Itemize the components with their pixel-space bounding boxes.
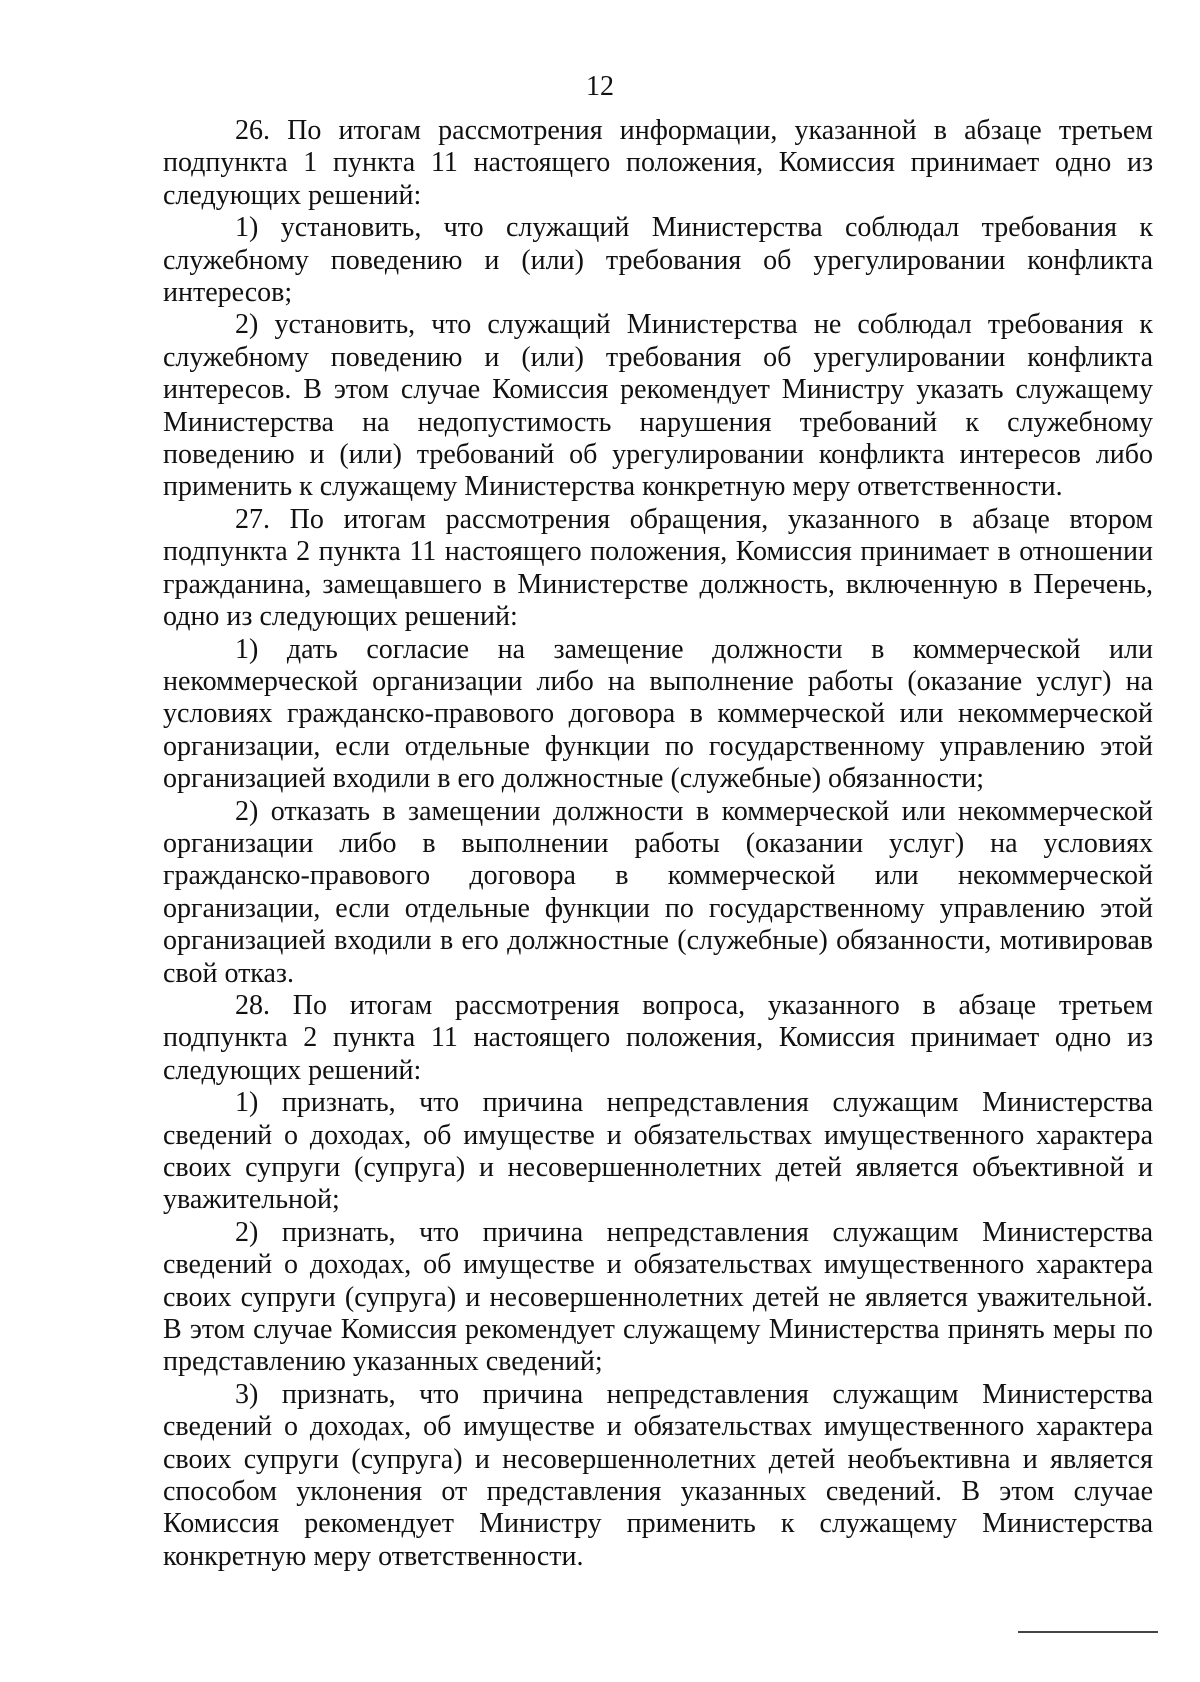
paragraph-28-item-2: 2) признать, что причина непредставления служащим Министерства сведений о доходах, об имуществе и обязательствах имущественного характера своих супруги (супруга) и несовершеннолетних детей не является уважительной. В этом случае Комиссия рекомендует служащему Министерства принять меры по представлению указанных сведений; [163, 1216, 1153, 1378]
paragraph-27-item-1: 1) дать согласие на замещение должности в коммерческой или некоммерческой организации либо на выполнение работы (оказание услуг) на условиях гражданско-правового договора в коммерческой или некоммерческой организации, если отдельные функции по государственному управлению этой организацией входили в его должностные (служебные) обязанности; [163, 633, 1153, 795]
paragraph-28-item-1: 1) признать, что причина непредставления служащим Министерства сведений о доходах, об имуществе и обязательствах имущественного характера своих супруги (супруга) и несовершеннолетних детей является объективной и уважительной; [163, 1087, 1153, 1216]
paragraph-28: 28. По итогам рассмотрения вопроса, указанного в абзаце третьем подпункта 2 пункта 11 настоящего положения, Комиссия принимает одно из следующих решений: [163, 989, 1153, 1086]
document-body [163, 115, 1153, 1573]
page-number: 12 [586, 71, 614, 102]
paragraph-26: 26. По итогам рассмотрения информации, указанной в абзаце третьем подпункта 1 пункта 11 настоящего положения, Комиссия принимает одно из следующих решений: [163, 115, 1153, 211]
paragraph-28-item-3: 3) признать, что причина непредставления служащим Министерства сведений о доходах, об имуществе и обязательствах имущественного характера своих супруги (супруга) и несовершеннолетних детей необъективна и является способом уклонения от представления указанных сведений. В этом случае Комиссия рекомендует Министру применить к служащему Министерства конкретную меру ответственности. [163, 1378, 1153, 1572]
paragraph-27: 27. По итогам рассмотрения обращения, указанного в абзаце втором подпункта 2 пункта 11 настоящего положения, Комиссия принимает в отношении гражданина, замещавшего в Министерстве должность, включенную в Перечень, одно из следующих решений: [163, 503, 1153, 633]
paragraph-27-item-2: 2) отказать в замещении должности в коммерческой или некоммерческой организации либо в выполнении работы (оказании услуг) на условиях гражданско-правового договора в коммерческой или некоммерческой организации, если отдельные функции по государственному управлению этой организацией входили в его должностные (служебные) обязанности, мотивировав свой отказ. [163, 795, 1153, 989]
footer-rule [1018, 1631, 1158, 1633]
paragraph-26-item-1: 1) установить, что служащий Министерства соблюдал требования к служебному поведению и (или) требования об урегулировании конфликта интересов; [163, 212, 1153, 309]
paragraph-26-item-2: 2) установить, что служащий Министерства не соблюдал требования к служебному поведению и (или) требования об урегулировании конфликта интересов. В этом случае Комиссия рекомендует Министру указать служащему Министерства на недопустимость нарушения требований к служебному поведению и (или) требований об урегулировании конфликта интересов либо применить к служащему Министерства конкретную меру ответственности. [163, 309, 1153, 503]
